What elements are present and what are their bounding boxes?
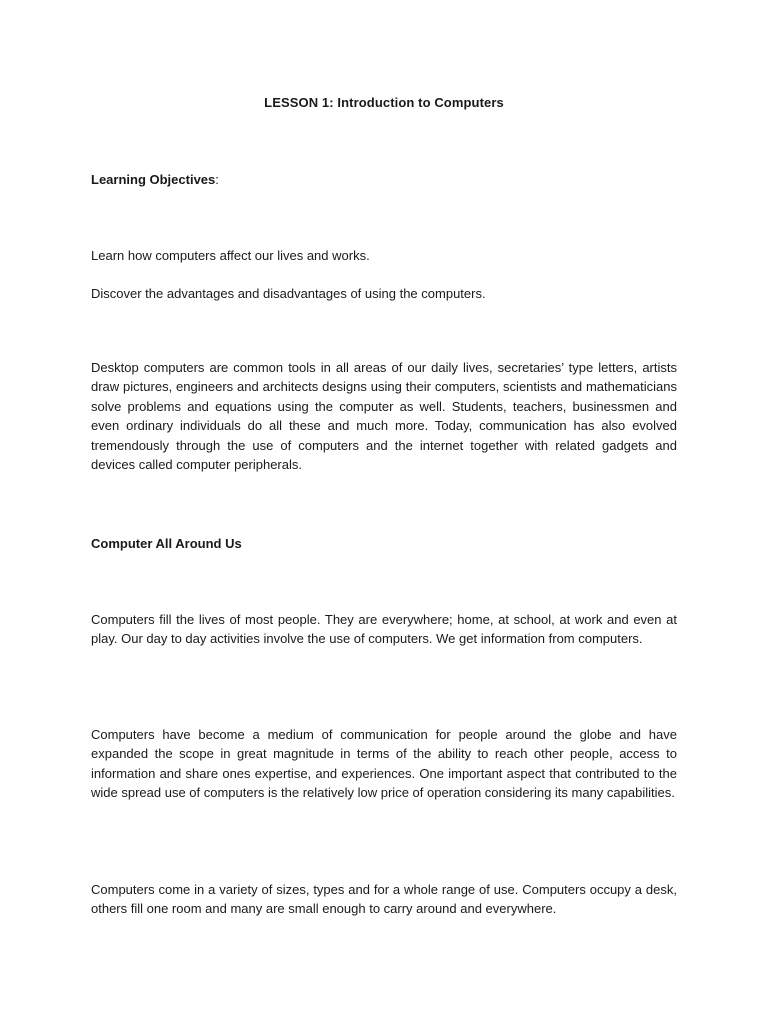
paragraph-communication: Computers have become a medium of communication for people around the globe and have expanded the scope in great magnitude in terms of the ability to reach other people, access to information and share ones expertise, and experiences. One important aspect that contributed to the wide spread use of computers is the relatively low price of operation considering its many capabilities. <box>91 727 677 801</box>
paragraph-intro: Desktop computers are common tools in all areas of our daily lives, secretaries’ type letters, artists draw pictures, engineers and architects designs using their computers, scientists and mathematicians solve problems and equations using the computer as well. Students, teachers, businessmen and even ordinary individuals do all these and much more. Today, communication has also evolved tremendously through the use of computers and the internet together with related gadgets and devices called computer peripherals. <box>91 360 677 473</box>
paragraph-everywhere: Computers fill the lives of most people. They are everywhere; home, at school, at work and even at play. Our day to day activities involve the use of computers. We get information from computers. <box>91 612 677 647</box>
lesson-number: LESSON 1 <box>264 95 330 110</box>
objective-item: Learn how computers affect our lives and works. <box>91 248 370 263</box>
objective-item: Discover the advantages and disadvantages of using the computers. <box>91 286 486 301</box>
objectives-heading-colon: : <box>215 172 219 187</box>
section-heading-computer-all-around-us: Computer All Around Us <box>91 536 242 551</box>
objectives-heading <box>91 172 219 187</box>
paragraph-sizes: Computers come in a variety of sizes, types and for a whole range of use. Computers occupy a desk, others fill one room and many are small enough to carry around and everywhere. <box>91 882 677 917</box>
lesson-name: : Introduction to Computers <box>329 95 504 110</box>
objectives-heading-text: Learning Objectives <box>91 172 216 187</box>
lesson-title <box>0 95 768 110</box>
